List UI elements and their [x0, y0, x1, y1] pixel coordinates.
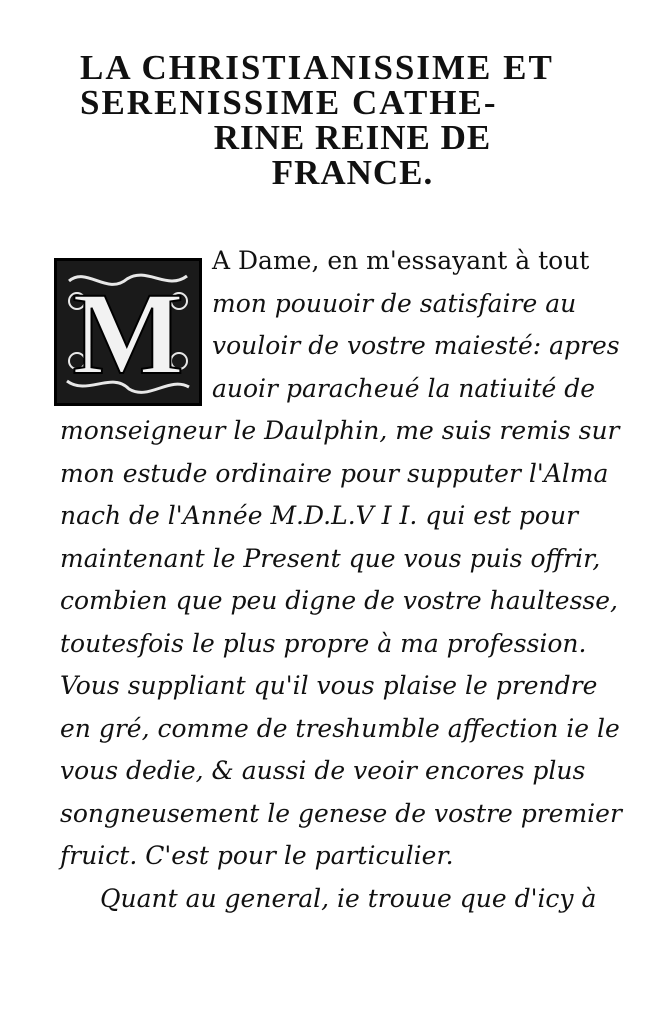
heading-line-4: FRANCE. — [271, 153, 434, 192]
initial-letter: M — [72, 268, 184, 399]
text-line: combien que peu digne de vostre haultesse, — [60, 586, 618, 615]
text-line: auoir paracheué la natiuité de — [212, 373, 596, 403]
text-line: vous dedie, & aussi de veoir encores plus — [60, 756, 586, 785]
dedication-body — [60, 240, 630, 920]
heading-line-2: SERENISSIME CATHE- — [80, 83, 498, 122]
text-line: maintenant le Present que vous puis offrir, — [60, 543, 601, 573]
text-line: fruict. C'est pour le particulier. — [60, 841, 454, 870]
heading-line-1: LA CHRISTIANISSIME ET — [80, 48, 554, 87]
text-line: vouloir de vostre maiesté: apres — [212, 331, 620, 360]
text-line: mon estude ordinaire pour supputer l'Alma — [60, 458, 609, 488]
text-line: nach de l'Année M.D.L.V I I. qui est pour — [60, 501, 579, 530]
text-line: songneusement le genese de vostre premier — [60, 798, 622, 828]
text-line: en gré, comme de treshumble affection ie le — [60, 713, 620, 743]
text-line: mon pouuoir de satisfaire au — [212, 288, 577, 318]
dedication-heading — [80, 50, 625, 190]
text-line: Vous suppliant qu'il vous plaise le prendre — [60, 671, 598, 700]
heading-line-3: RINE REINE DE — [213, 118, 492, 157]
text-line: monseigneur le Daulphin, me suis remis sur — [60, 416, 620, 445]
text-line: toutesfois le plus propre à ma profession. — [60, 628, 587, 658]
text-line: A Dame, en m'essayant à tout — [212, 246, 590, 275]
text-line: Quant au general, ie trouue que d'icy à — [100, 883, 597, 913]
